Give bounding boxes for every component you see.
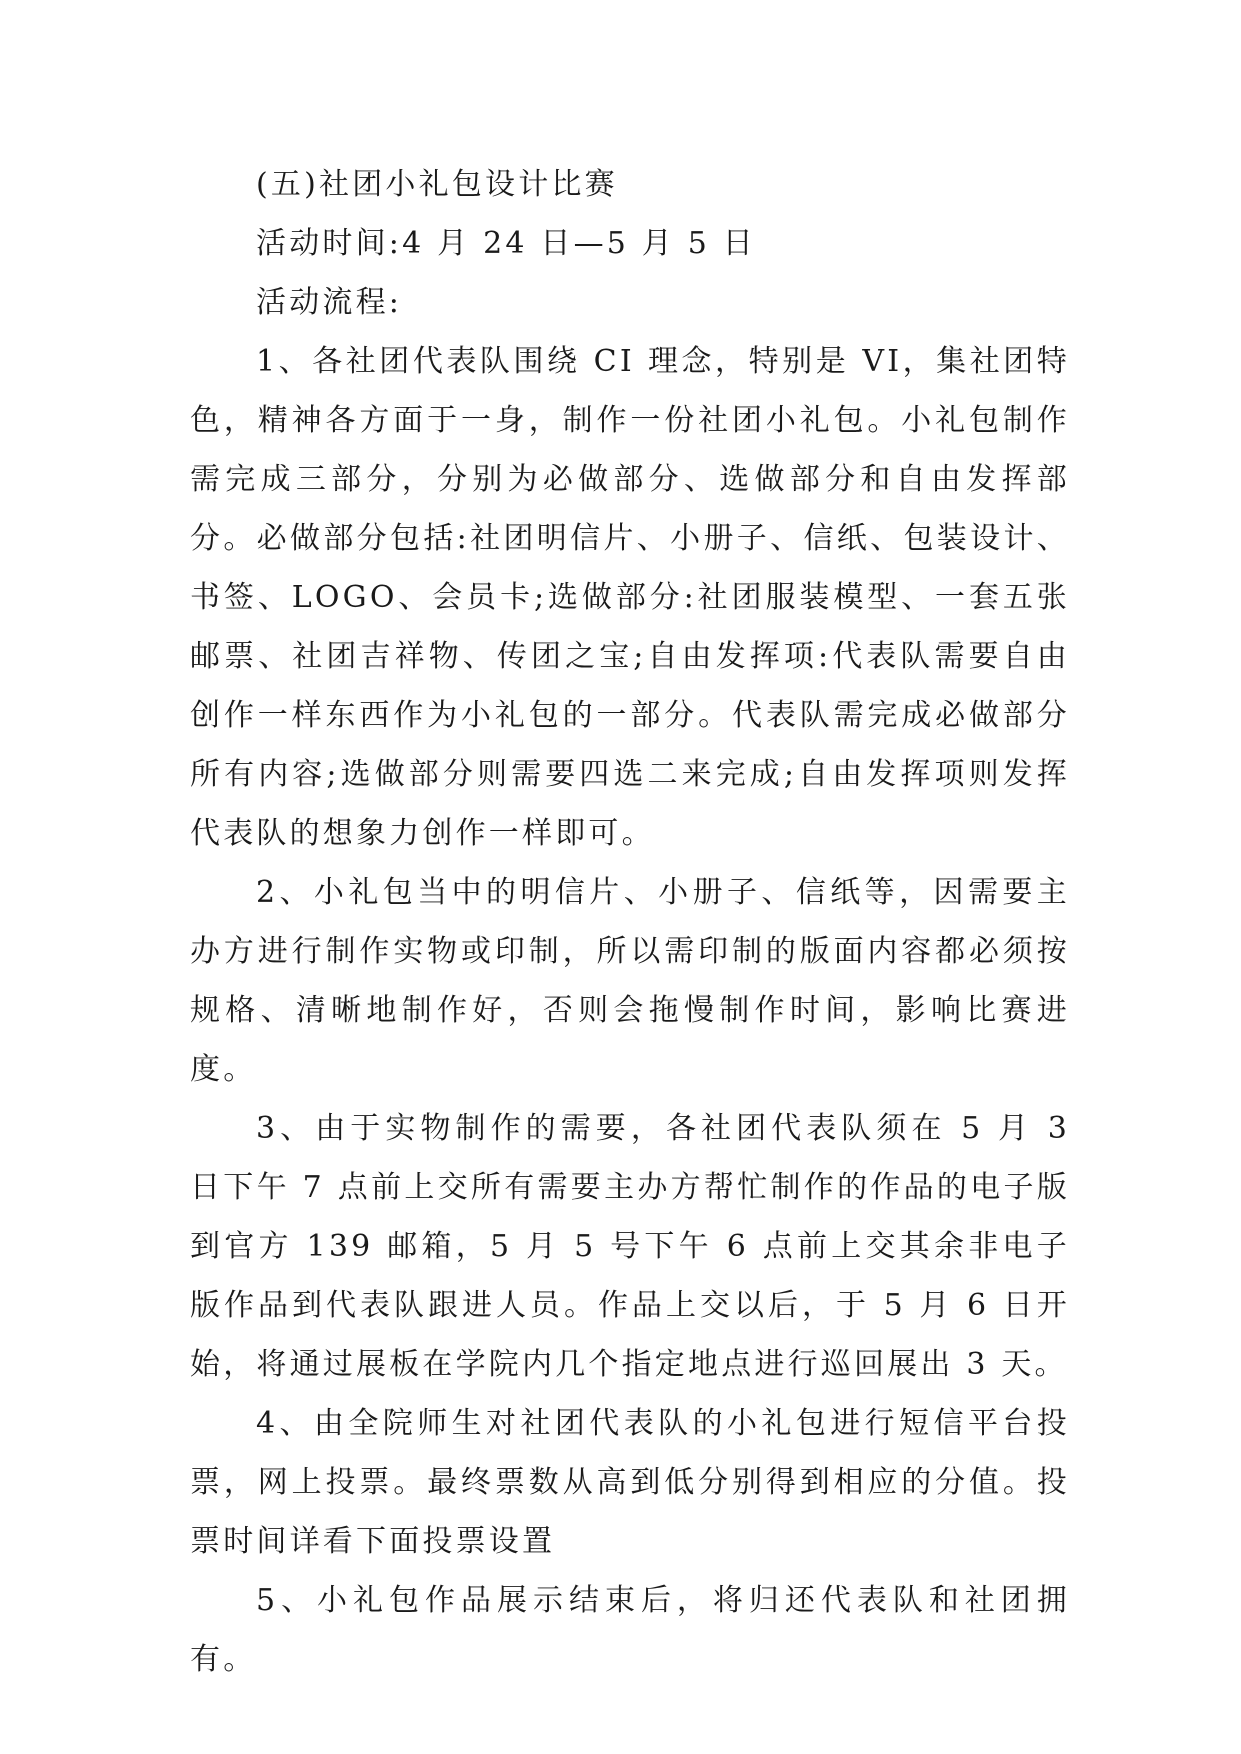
activity-time: 活动时间:4 月 24 日—5 月 5 日: [256, 226, 756, 261]
section-title: (五)社团小礼包设计比赛: [256, 167, 618, 202]
process-label: 活动流程:: [256, 285, 403, 320]
document-body: [190, 155, 1070, 1689]
paragraph-4: 4、由全院师生对社团代表队的小礼包进行短信平台投票，网上投票。最终票数从高到低分别得到相应的分值。投票时间详看下面投票设置: [190, 1406, 1070, 1559]
paragraph-5: 5、小礼包作品展示结束后，将归还代表队和社团拥有。: [190, 1583, 1070, 1677]
paragraph-3: 3、由于实物制作的需要，各社团代表队须在 5 月 3 日下午 7 点前上交所有需要主办方帮忙制作的作品的电子版到官方 139 邮箱，5 月 5 号下午 6 点前上交其余非电子版作品到代表队跟进人员。作品上交以后，于 5 月 6 日开始，将通过展板在学院内几个指定地点进行巡回展出 3 天。: [190, 1111, 1070, 1382]
paragraph-1: 1、各社团代表队围绕 CI 理念，特别是 VI，集社团特色，精神各方面于一身，制作一份社团小礼包。小礼包制作需完成三部分，分别为必做部分、选做部分和自由发挥部分。必做部分包括:社团明信片、小册子、信纸、包装设计、书签、LOGO、会员卡;选做部分:社团服装模型、一套五张邮票、社团吉祥物、传团之宝;自由发挥项:代表队需要自由创作一样东西作为小礼包的一部分。代表队需完成必做部分所有内容;选做部分则需要四选二来完成;自由发挥项则发挥代表队的想象力创作一样即可。: [190, 344, 1070, 851]
paragraph-2: 2、小礼包当中的明信片、小册子、信纸等，因需要主办方进行制作实物或印制，所以需印制的版面内容都必须按规格、清晰地制作好，否则会拖慢制作时间，影响比赛进度。: [190, 875, 1070, 1087]
